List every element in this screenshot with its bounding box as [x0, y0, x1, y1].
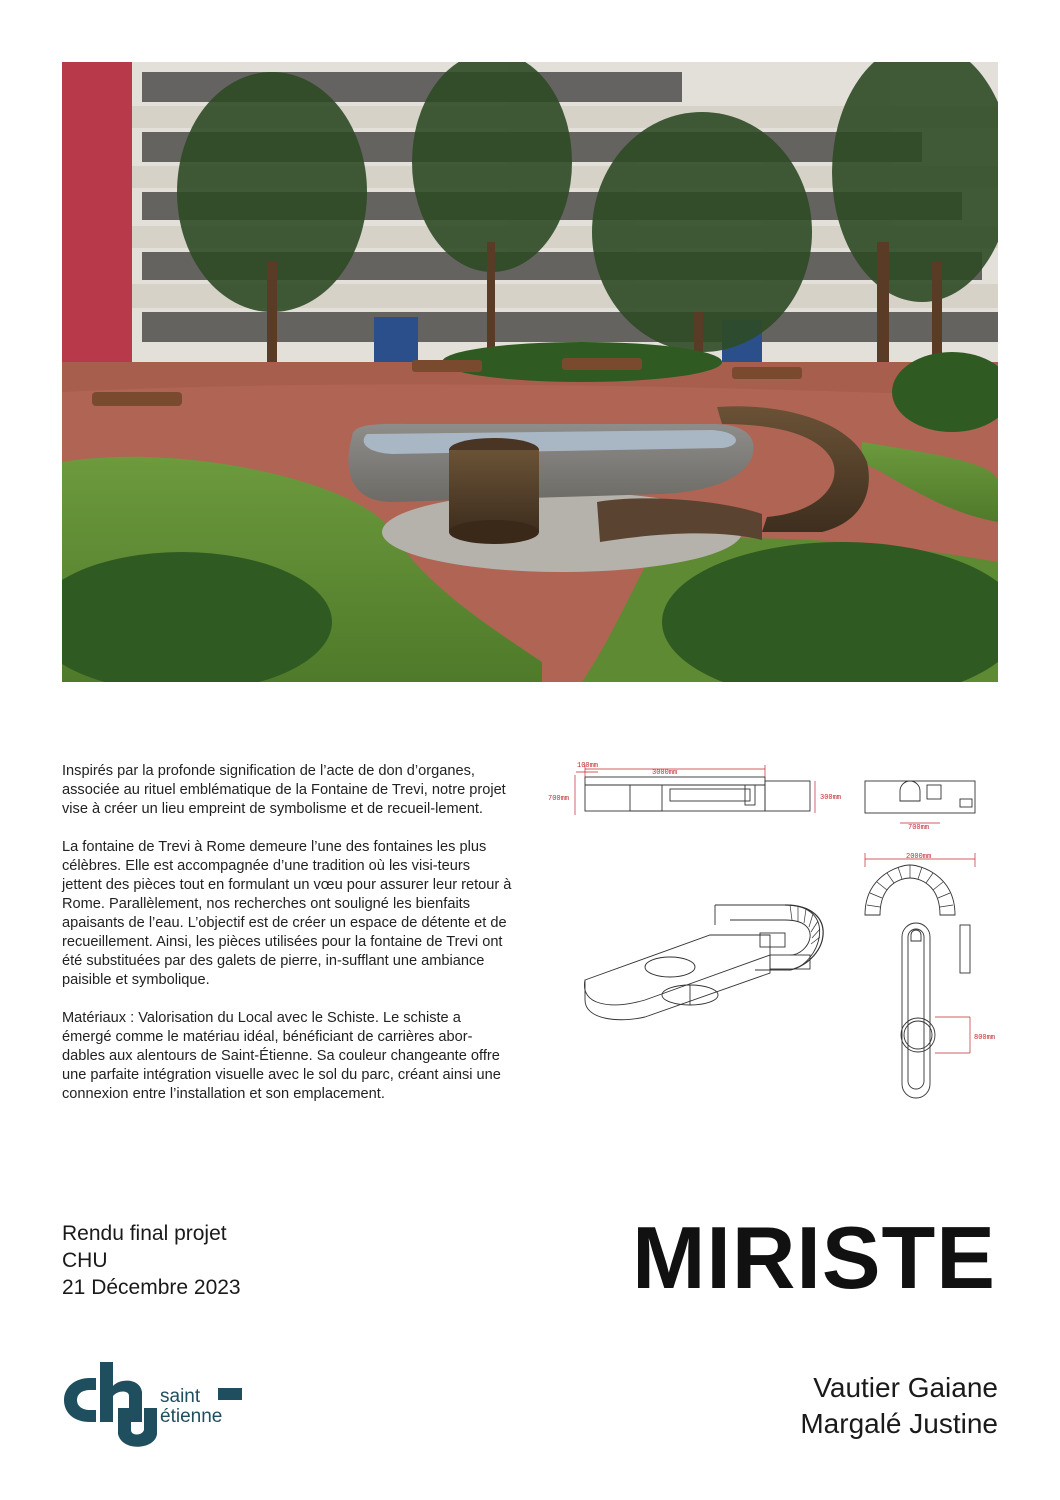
dim-100: 100mm [577, 762, 599, 770]
dim-3000: 3000mm [652, 769, 678, 777]
author-1: Vautier Gaiane [813, 1372, 998, 1403]
project-meta [62, 1220, 241, 1301]
meta-line-2: CHU [62, 1249, 108, 1272]
fountain-photo [62, 62, 998, 682]
intro-paragraph-2: La fontaine de Trevi à Rome demeure l’une des fontaines les plus célèbres. Elle est accompagnée d’une tradition où les visi-teurs jettent des pièces tout en formulant un vœu pour assurer leur retour à Rome. Parallèlement, nos recherches ont souligné les bienfaits apaisants de l’eau. L’objectif est de créer un espace de détente et de recueillement. Ainsi, les pièces utilisées pour la fontaine de Trevi ont été substituées par des galets de pierre, in-sufflant une ambiance paisible et symbolique. [62, 839, 512, 988]
meta-line-3: 21 Décembre 2023 [62, 1276, 241, 1299]
dim-2000: 2000mm [906, 853, 932, 861]
side-elevation-drawing [865, 781, 975, 813]
intro-paragraph-1: Inspirés par la profonde signification de l’acte de don d’organes, associée au rituel emblématique de la Fontaine de Trevi, notre projet vise à créer un lieu empreint de symbolisme et de recueil-lement. [62, 763, 506, 817]
meta-line-1: Rendu final projet [62, 1222, 227, 1245]
project-title: MIRISTE [632, 1208, 996, 1307]
author-2: Margalé Justine [800, 1408, 998, 1439]
dim-300: 300mm [820, 794, 842, 802]
intro-paragraph-3: Matériaux : Valorisation du Local avec le Schiste. Le schiste a émergé comme le matériau idéal, bénéficiant de carrières abor-dables aux alentours de Saint-Étienne. Sa couleur changeante offre une parfaite intégration visuelle avec le sol du parc, créant ainsi une connexion entre l’installation et son emplacement. [62, 1010, 501, 1102]
authors [800, 1370, 998, 1442]
perspective-drawing [584, 905, 823, 1020]
front-elevation-drawing [585, 777, 810, 811]
plan-drawing [865, 865, 970, 1098]
logo-word-etienne: étienne [160, 1406, 223, 1427]
logo-word-saint: saint [160, 1386, 201, 1407]
chu-saint-etienne-logo [60, 1360, 260, 1450]
dim-800: 800mm [974, 1034, 996, 1042]
dim-700-bottom: 700mm [908, 824, 930, 832]
dim-700-left: 700mm [548, 795, 570, 803]
technical-drawings [540, 755, 1000, 1115]
intro-text [62, 762, 512, 1123]
